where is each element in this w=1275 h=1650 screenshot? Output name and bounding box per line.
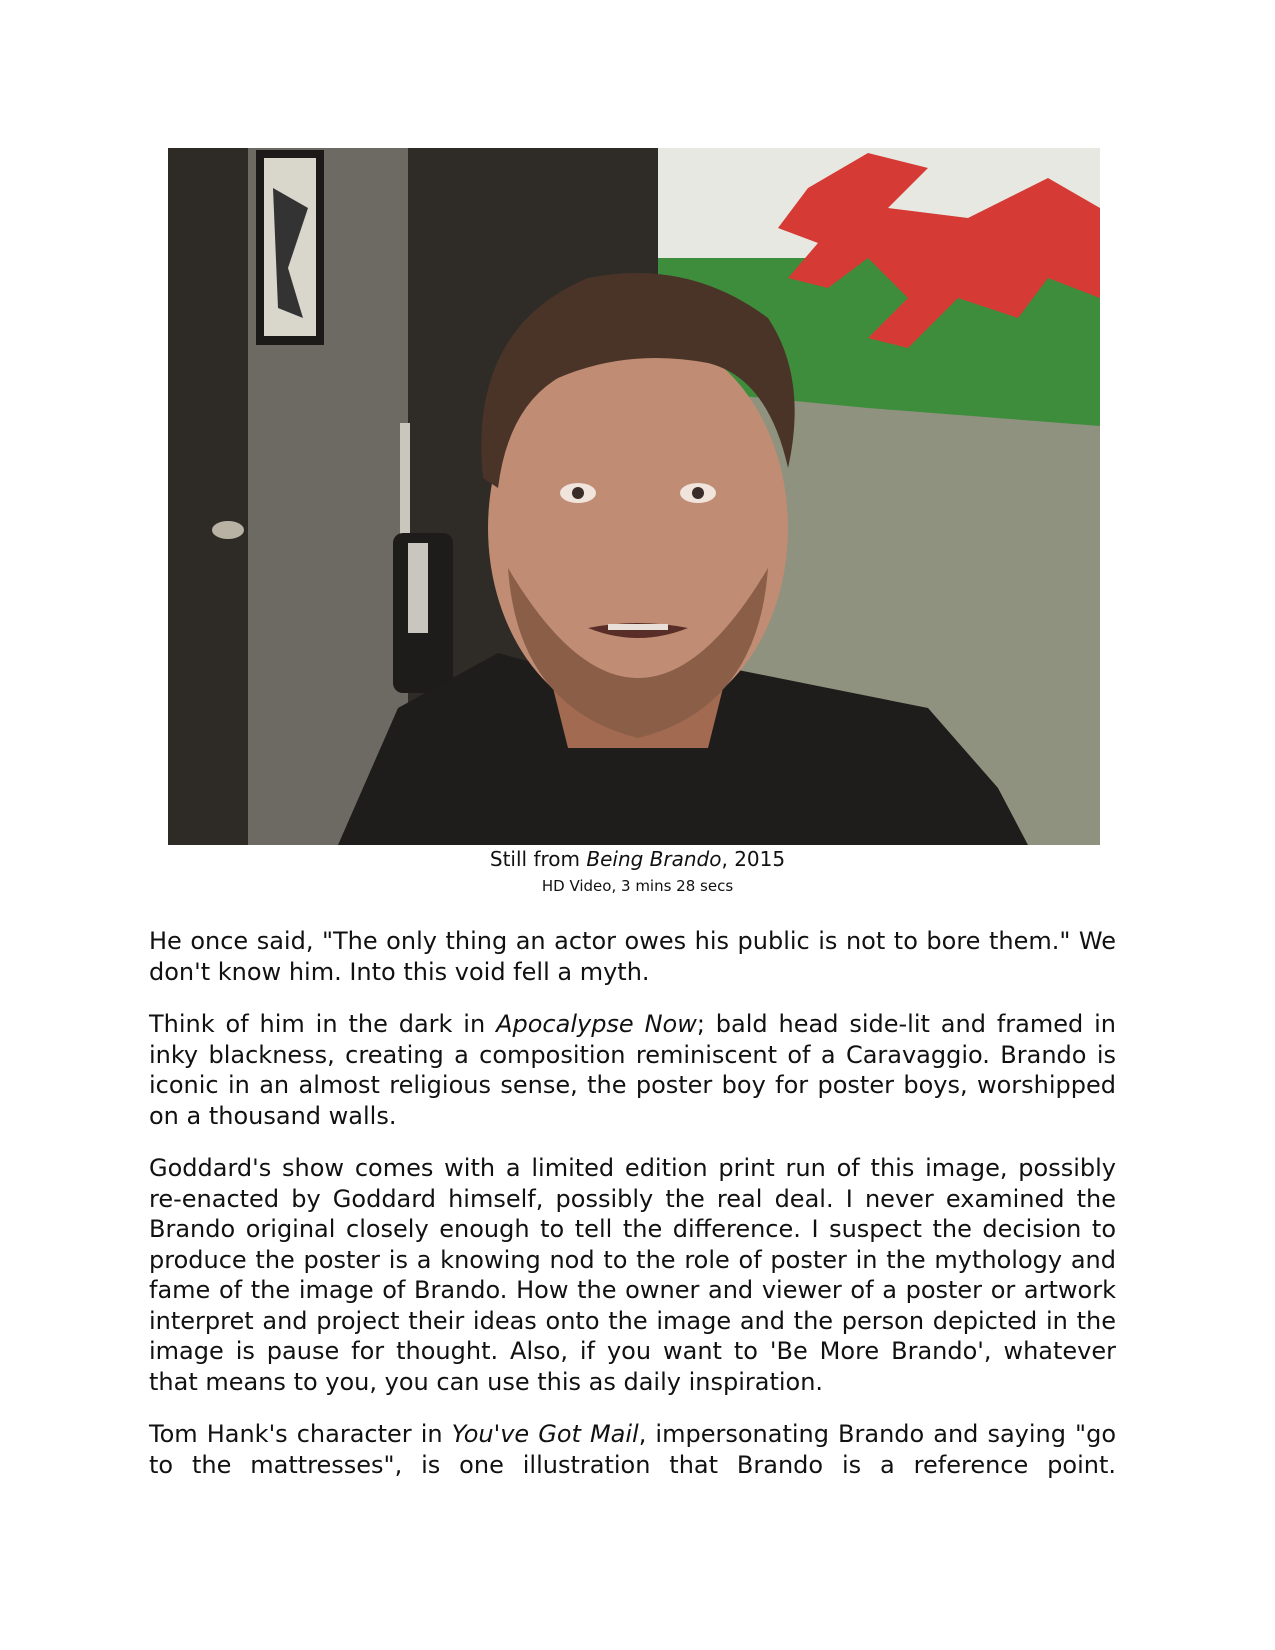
caption-suffix: , 2015 — [721, 847, 786, 871]
figure-caption-detail: HD Video, 3 mins 28 secs — [541, 877, 734, 895]
paragraph — [149, 926, 1116, 987]
video-still-photo — [168, 148, 1100, 845]
paragraph-text: ; bald head side-lit and framed in inky blackness, creating a composition reminiscent of a Caravaggio. Brando is iconic in an almost religious sense, the poster boy for poster boys, worshipped on a thousand walls. — [149, 1010, 1116, 1130]
article-body — [149, 926, 1116, 1502]
caption-prefix: Still from — [489, 847, 587, 871]
film-title: You've Got Mail — [451, 1420, 639, 1448]
paragraph-text: He once said, "The only thing an actor owes his public is not to bore them." We don't know him. Into this void fell a myth. — [149, 927, 1116, 986]
paragraph-text: Think of him in the dark in — [149, 1010, 497, 1038]
paragraph — [149, 1153, 1116, 1397]
caption-title: Being Brando — [586, 847, 722, 871]
paragraph — [149, 1419, 1116, 1480]
paragraph-text: Tom Hank's character in — [149, 1420, 452, 1448]
film-title: Apocalypse Now — [496, 1010, 697, 1038]
figure-caption — [0, 847, 1275, 871]
paragraph-text: , impersonating Brando and saying "go to the mattresses", is one illustration that Brando is a reference point. — [149, 1420, 1117, 1479]
paragraph — [149, 1009, 1116, 1131]
paragraph-text: Goddard's show comes with a limited edition print run of this image, possibly re-enacted by Goddard himself, possibly the real deal. I never examined the Brando original closely enough to tell the difference. I suspect the decision to produce the poster is a knowing nod to the role of poster in the mythology and fame of the image of Brando. How the owner and viewer of a poster or artwork interpret and project their ideas onto the image and the person depicted in the image is pause for thought. Also, if you want to 'Be More Brando', whatever that means to you, you can use this as daily inspiration. — [149, 1154, 1116, 1396]
